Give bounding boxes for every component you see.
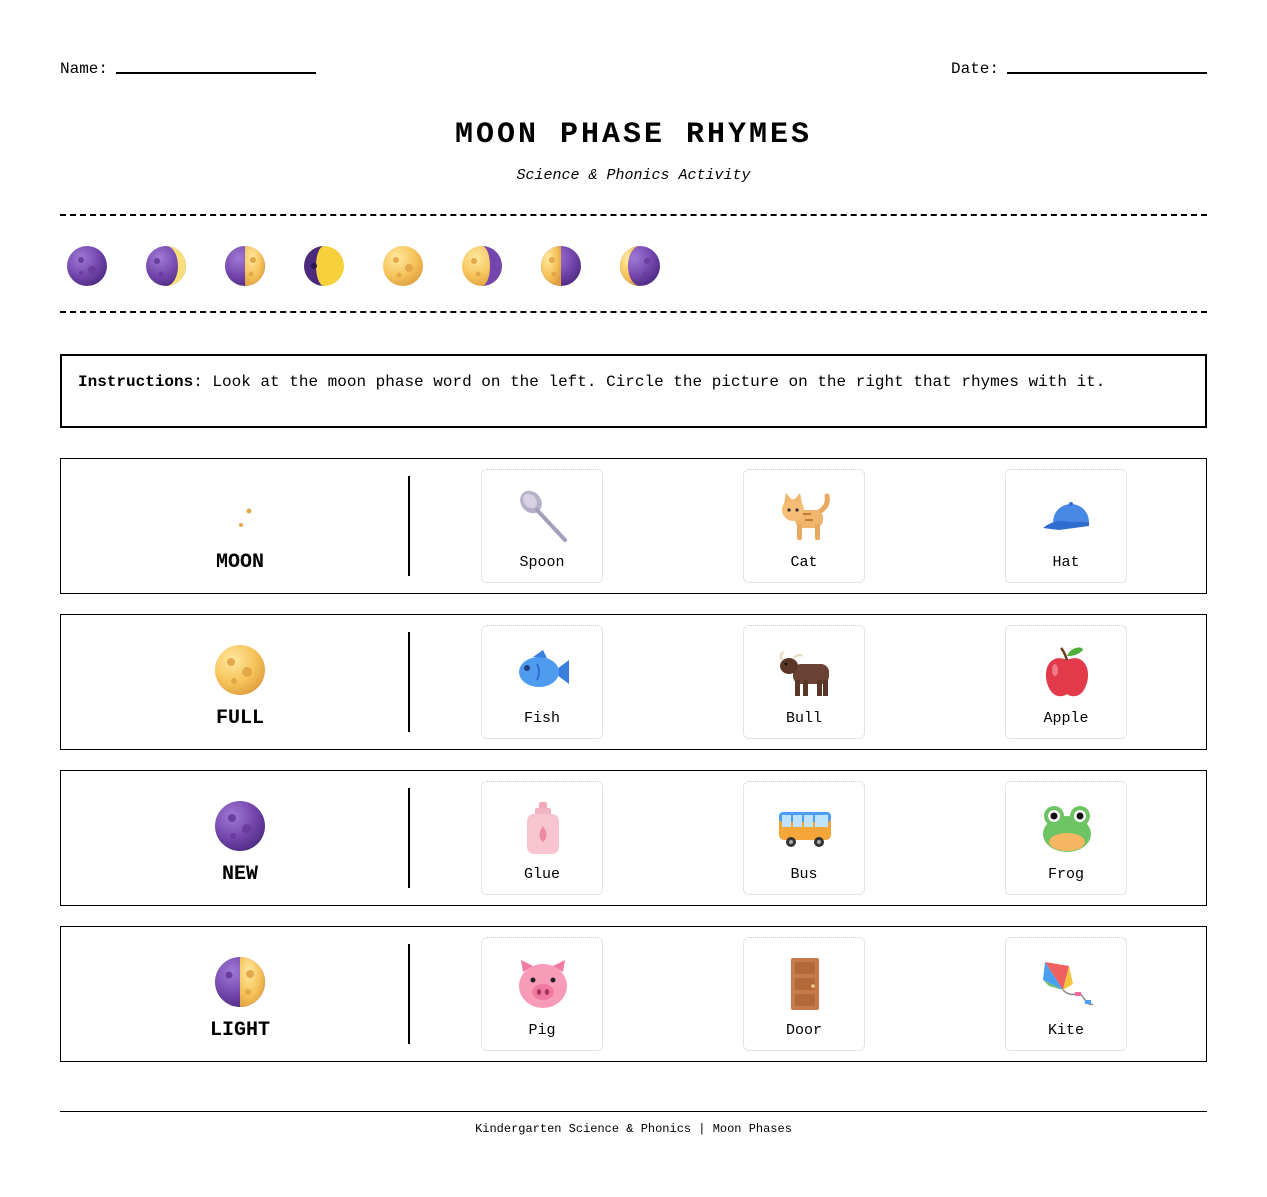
- instructions-label: Instructions: [78, 373, 194, 391]
- glue-bottle-icon: [515, 800, 571, 856]
- choice-label: Cat: [790, 554, 818, 571]
- phase-word: LIGHT: [209, 1019, 270, 1042]
- instructions-text: : Look at the moon phase word on the left. Circle the picture on the right that rhymes with it.: [193, 373, 1106, 391]
- choice-fish[interactable]: [481, 625, 603, 739]
- first-quarter-moon-icon: [225, 246, 265, 286]
- choice-spoon[interactable]: [481, 469, 603, 583]
- kite-icon: [1039, 956, 1095, 1012]
- choice-cat[interactable]: [743, 469, 865, 583]
- choice-label: Door: [785, 1022, 822, 1039]
- phase-word: MOON: [215, 551, 264, 574]
- choice-label: Hat: [1052, 554, 1080, 571]
- phase-cell: [61, 771, 409, 905]
- full-moon-icon: [215, 645, 265, 695]
- new-moon-icon: [215, 801, 265, 851]
- instructions-box: [60, 354, 1207, 428]
- choice-bull[interactable]: [743, 625, 865, 739]
- choice-label: Spoon: [519, 554, 565, 571]
- rhyme-row-new: [60, 770, 1207, 906]
- full-moon-icon: [383, 246, 423, 286]
- row-divider: [408, 476, 410, 576]
- fish-icon: [515, 644, 571, 700]
- bus-icon: [777, 800, 833, 856]
- choice-pig[interactable]: [481, 937, 603, 1051]
- name-label: Name:: [60, 60, 109, 78]
- phase-cell: [61, 459, 409, 593]
- rhyme-row-full: [60, 614, 1207, 750]
- waxing-gibbous-moon-icon: [304, 246, 344, 286]
- choice-label: Bull: [785, 710, 822, 727]
- waning-gibbous-moon-icon: [462, 246, 502, 286]
- footer-divider: [60, 1111, 1207, 1112]
- choice-label: Glue: [523, 866, 560, 883]
- pig-icon: [515, 956, 571, 1012]
- choice-hat[interactable]: [1005, 469, 1127, 583]
- choice-frog[interactable]: [1005, 781, 1127, 895]
- apple-icon: [1039, 644, 1095, 700]
- page-subtitle: Science & Phonics Activity: [516, 167, 751, 184]
- choice-bus[interactable]: [743, 781, 865, 895]
- page-title: MOON PHASE RHYMES: [454, 118, 813, 152]
- choice-apple[interactable]: [1005, 625, 1127, 739]
- phase-word: NEW: [221, 863, 258, 886]
- choice-label: Kite: [1047, 1022, 1084, 1039]
- frog-icon: [1039, 800, 1095, 856]
- rhyme-row-light: [60, 926, 1207, 1062]
- date-line[interactable]: [1007, 60, 1207, 74]
- phase-cell: [61, 927, 409, 1061]
- phase-word: FULL: [215, 707, 264, 730]
- date-label: Date:: [950, 60, 999, 78]
- choice-label: Frog: [1047, 866, 1084, 883]
- row-divider: [408, 632, 410, 732]
- date-field[interactable]: [951, 60, 1207, 78]
- choice-glue[interactable]: [481, 781, 603, 895]
- footer-text: Kindergarten Science & Phonics | Moon Phases: [475, 1122, 792, 1136]
- spoon-icon: [515, 488, 571, 544]
- waning-crescent-moon-icon: [620, 246, 660, 286]
- choice-label: Pig: [528, 1022, 556, 1039]
- door-icon: [777, 956, 833, 1012]
- cap-icon: [1039, 488, 1095, 544]
- choice-kite[interactable]: [1005, 937, 1127, 1051]
- choice-label: Fish: [523, 710, 560, 727]
- choice-label: Apple: [1043, 710, 1089, 727]
- rhyme-row-moon: [60, 458, 1207, 594]
- dashed-divider-top: [60, 214, 1207, 216]
- cat-icon: [777, 488, 833, 544]
- row-divider: [408, 788, 410, 888]
- crescent-moon-icon: [215, 489, 265, 539]
- waxing-crescent-moon-icon: [146, 246, 186, 286]
- name-line[interactable]: [116, 60, 316, 74]
- name-field[interactable]: [60, 60, 316, 78]
- row-divider: [408, 944, 410, 1044]
- choice-door[interactable]: [743, 937, 865, 1051]
- dashed-divider-bottom: [60, 311, 1207, 313]
- bull-icon: [777, 644, 833, 700]
- header-row: [60, 60, 1207, 80]
- choice-label: Bus: [790, 866, 818, 883]
- last-quarter-moon-icon: [541, 246, 581, 286]
- quarter-moon-icon: [215, 957, 265, 1007]
- phase-cell: [61, 615, 409, 749]
- new-moon-icon: [67, 246, 107, 286]
